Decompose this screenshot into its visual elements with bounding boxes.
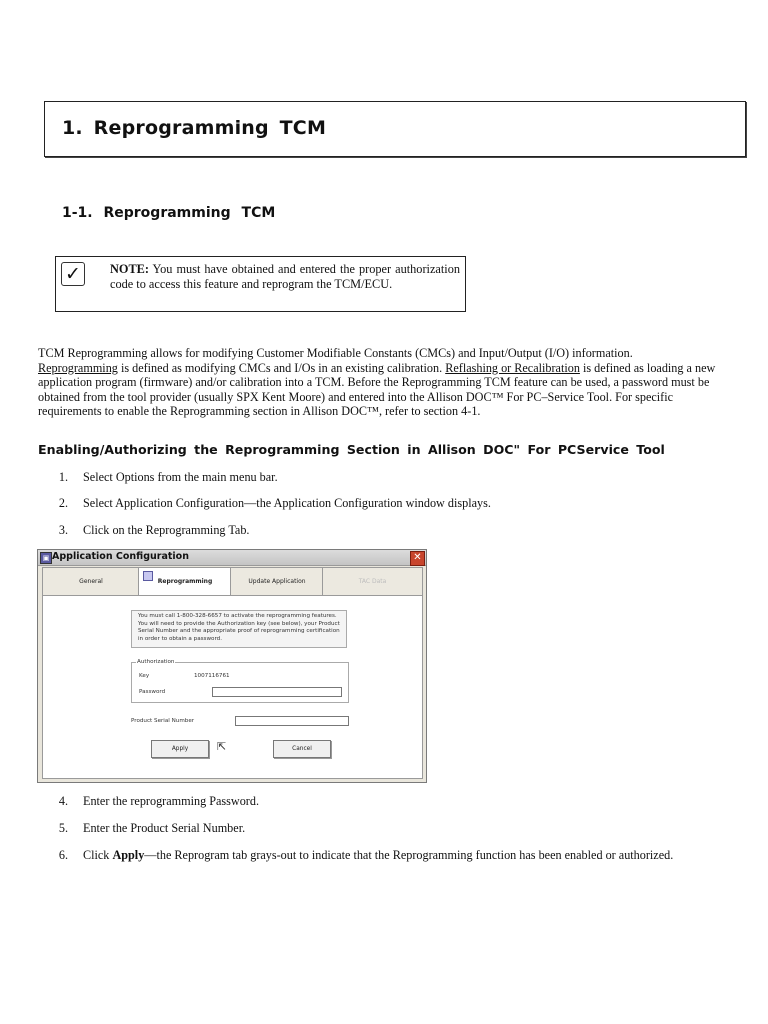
step-6-pre: Click — [83, 848, 113, 862]
procedure-subheading: Enabling/Authorizing the Reprogramming Section in Allison DOC" For PCService Tool — [38, 442, 665, 457]
mouse-pointer-icon: ⇱ — [217, 740, 227, 753]
para-part-3: is defined as loading a new application program (firmware) and/or calibration into a TCM. Before the Reprogramming TCM feature can be used, a password must be obtained from the tool provider (usually SPX Kent Moore) and entered into the Allison DOC™ For PC–Service Tool. For specific requirements to enable the Reprogramming section in Allison DOC™, refer to section 4-1. — [38, 360, 716, 419]
note-label: NOTE: — [110, 262, 149, 276]
serial-label: Product Serial Number — [131, 718, 195, 724]
tab-update-application[interactable]: Update Application — [230, 567, 324, 596]
serial-number-input[interactable] — [235, 716, 349, 726]
tab-reprogramming[interactable] — [138, 567, 232, 596]
para-line-1: TCM Reprogramming allows for modifying Customer Modifiable Constants (CMCs) and Input/Output (I/O) information. — [38, 346, 633, 360]
reprogramming-pane — [42, 595, 423, 779]
activation-message: You must call 1-800-328-6657 to activate the reprogramming features. You will need to provide the Authorization key (see below), your Product Serial Number and the appropriate proof of reprogramming certification in order to obtain a password. — [131, 610, 347, 648]
para-part-2: is defined as modifying CMCs and I/Os in an existing calibration. — [117, 360, 446, 375]
key-label: Key — [139, 673, 150, 679]
tab-general[interactable]: General — [42, 567, 140, 596]
authorization-legend: Authorization — [137, 659, 175, 665]
note-text — [110, 262, 460, 292]
application-configuration-dialog — [37, 549, 427, 783]
password-label: Password — [139, 689, 166, 695]
checkmark-icon: ✓ — [61, 262, 85, 286]
reprogramming-tab-icon — [143, 571, 153, 581]
step-6-apply: Apply — [112, 848, 145, 862]
term-reflashing: Reflashing or Recalibration — [445, 360, 580, 375]
cancel-button[interactable]: Cancel — [273, 740, 331, 758]
password-input[interactable] — [212, 687, 342, 697]
app-icon: ▣ — [40, 552, 52, 564]
step-6-text: —the Reprogram tab grays-out to indicate that the Reprogramming function has been enabled or authorized. — [144, 848, 674, 862]
chapter-title: 1. Reprogramming TCM — [62, 117, 327, 139]
section-title: 1-1. Reprogramming TCM — [62, 205, 276, 221]
intro-paragraph — [38, 346, 738, 419]
tab-reprogramming-label: Reprogramming — [157, 578, 213, 585]
dialog-title-bar — [38, 550, 426, 566]
dialog-title: Application Configuration — [52, 551, 189, 562]
note-body: You must have obtained and entered the proper authorization code to access this feature and reprogram the TCM/ECU. — [110, 262, 460, 291]
apply-button[interactable]: Apply — [151, 740, 209, 758]
tab-tac-data: TAC Data — [322, 567, 423, 596]
close-icon[interactable]: ✕ — [410, 551, 425, 566]
key-value: 1007116761 — [194, 673, 230, 679]
authorization-group — [131, 659, 349, 703]
term-reprogramming: Reprogramming — [38, 360, 118, 375]
